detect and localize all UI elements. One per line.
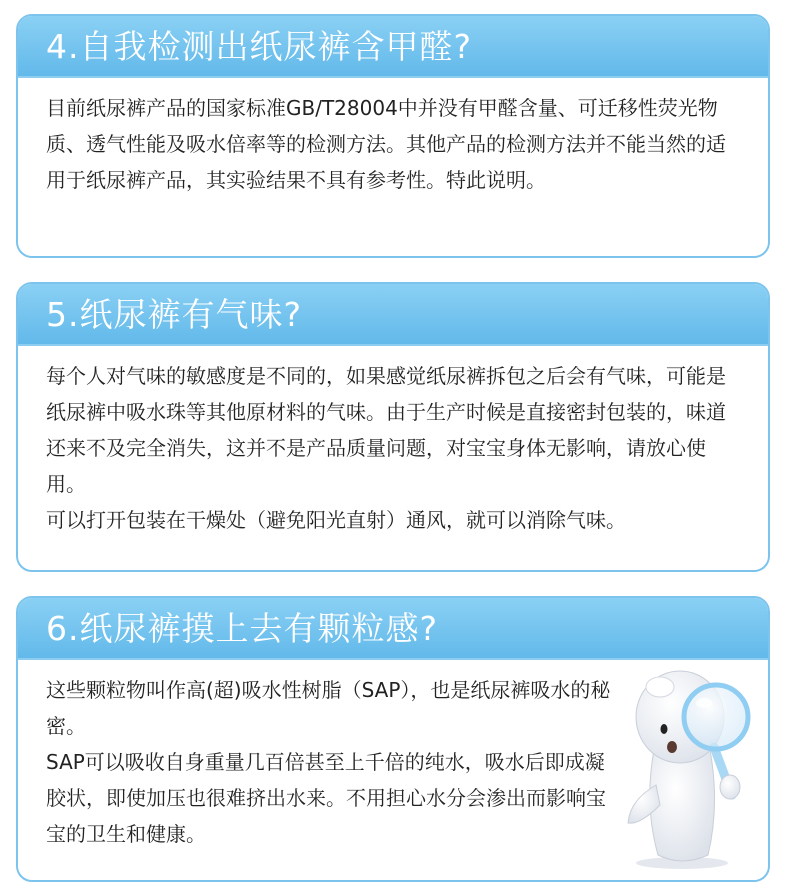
section-paragraph: 每个人对气味的敏感度是不同的，如果感觉纸尿裤拆包之后会有气味，可能是纸尿裤中吸水珠等其他原材料的气味。由于生产时候是直接密封包装的，味道还来不及完全消失，这并不是产品质量问题，对宝宝身体无影响，请放心使用。 bbox=[46, 364, 726, 496]
faq-card-4-header: 4.自我检测出纸尿裤含甲醛? bbox=[18, 16, 768, 78]
section-paragraph: 可以打开包装在干燥处（避免阳光直射）通风，就可以消除气味。 bbox=[46, 508, 626, 532]
section-title: 纸尿裤有气味? bbox=[79, 295, 303, 334]
section-title: 纸尿裤摸上去有颗粒感? bbox=[79, 609, 439, 648]
section-number: 4 bbox=[46, 27, 68, 66]
section-paragraph: SAP可以吸收自身重量几百倍甚至上千倍的纯水，吸水后即成凝胶状，即使加压也很难挤出水来。不用担心水分会渗出而影响宝宝的卫生和健康。 bbox=[46, 750, 606, 846]
section-paragraph: 这些颗粒物叫作高(超)吸水性树脂（SAP），也是纸尿裤吸水的秘密。 bbox=[46, 678, 611, 738]
faq-card-5-header: 5.纸尿裤有气味? bbox=[18, 284, 768, 346]
section-number: 5 bbox=[46, 295, 68, 334]
faq-card-5 bbox=[16, 282, 770, 572]
section-paragraph: 目前纸尿裤产品的国家标准GB/T28004中并没有甲醛含量、可迁移性荧光物质、透气性能及吸水倍率等的检测方法。其他产品的检测方法并不能当然的适用于纸尿裤产品，其实验结果不具有参考性。特此说明。 bbox=[46, 96, 726, 192]
faq-card-6-header: 6.纸尿裤摸上去有颗粒感? bbox=[18, 598, 768, 660]
faq-card-4-body bbox=[18, 78, 768, 198]
faq-card-4 bbox=[16, 14, 770, 258]
section-title: 自我检测出纸尿裤含甲醛? bbox=[79, 27, 473, 66]
magnifier-mascot-icon bbox=[620, 655, 770, 870]
section-number: 6 bbox=[46, 609, 68, 648]
faq-card-5-body bbox=[18, 346, 768, 538]
